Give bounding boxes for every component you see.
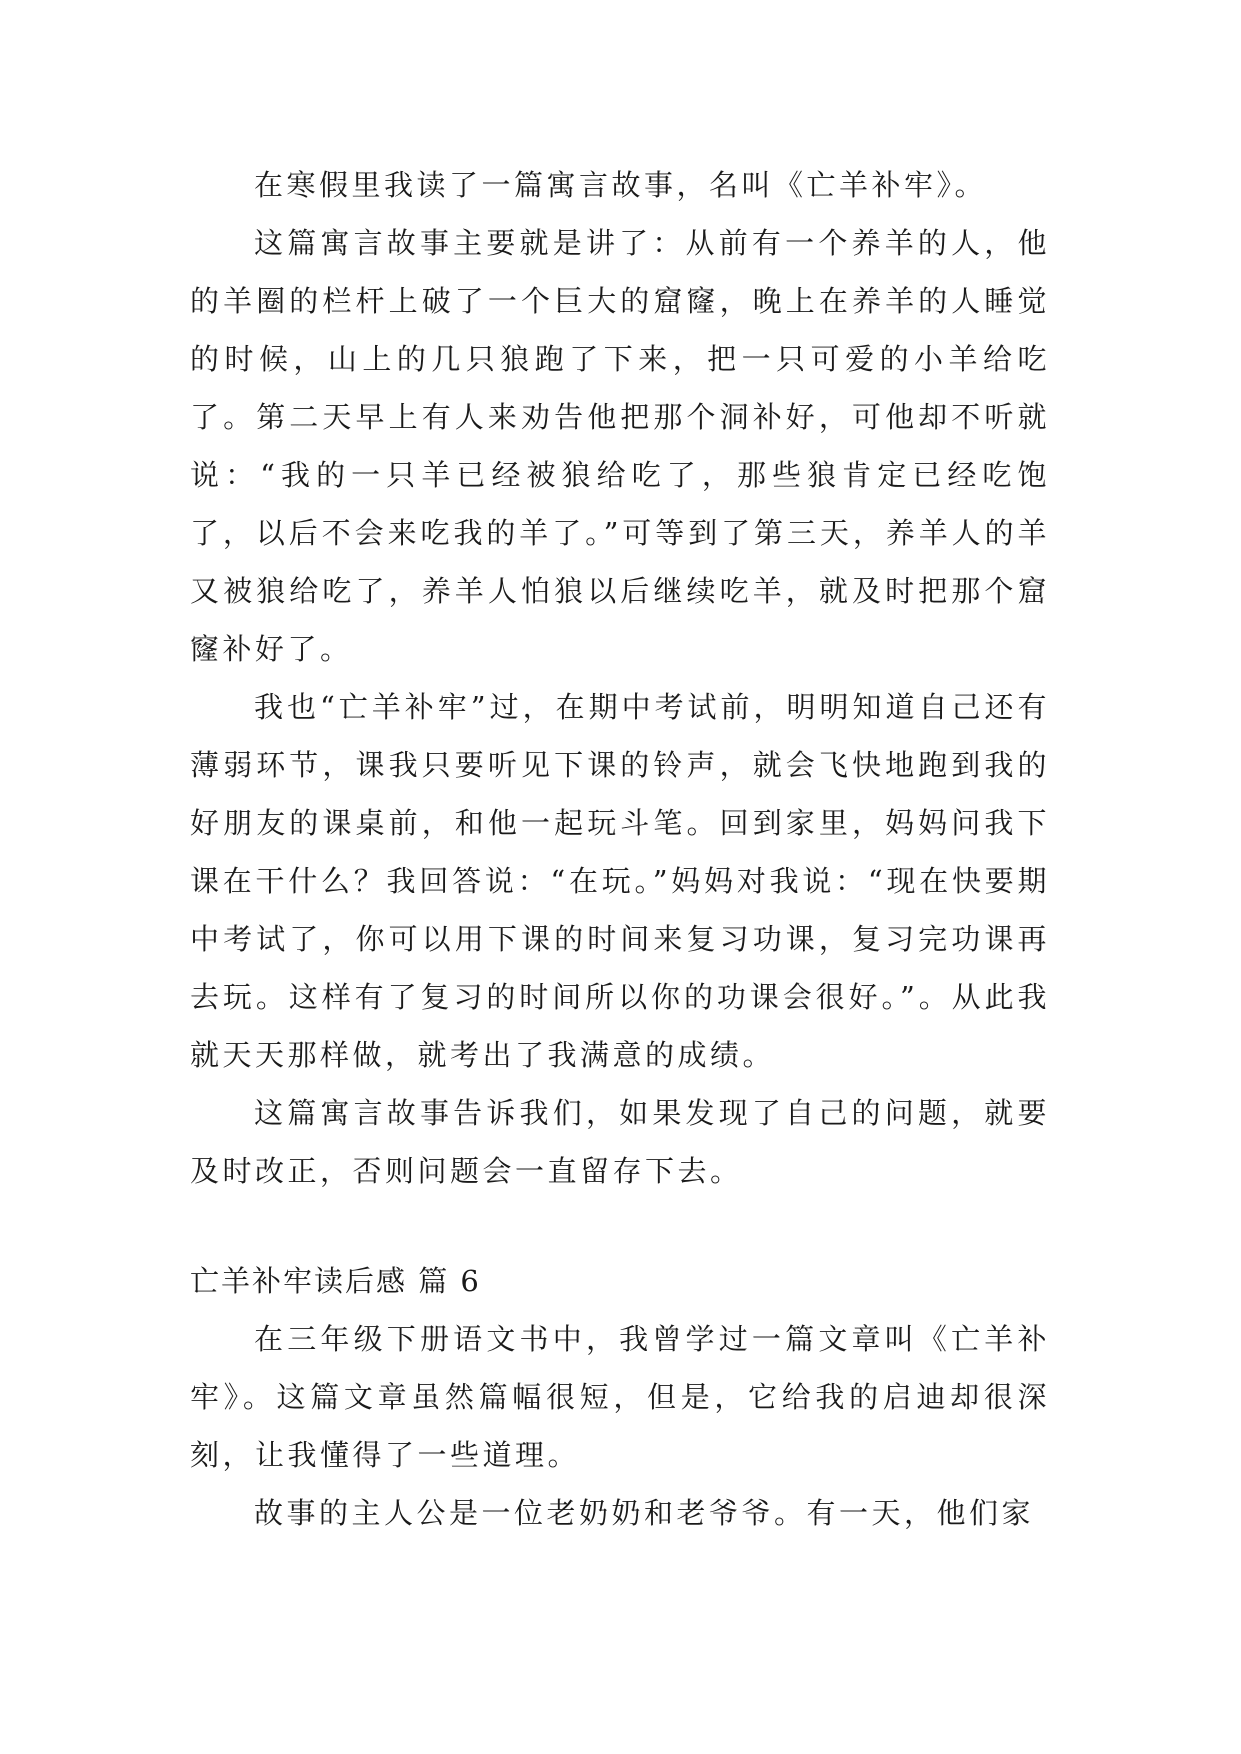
paragraph: 这篇寓言故事主要就是讲了：从前有一个养羊的人，他的羊圈的栏杆上破了一个巨大的窟窿，晚上在养羊的人睡觉的时候，山上的几只狼跑了下来，把一只可爱的小羊给吃了。第二天早上有人来劝告他把那个洞补好，可他却不听就说：“我的一只羊已经被狼给吃了，那些狼肯定已经吃饱了，以后不会来吃我的羊了。”可等到了第三天，养羊人的羊又被狼给吃了，养羊人怕狼以后继续吃羊，就及时把那个窟窿补好了。	[190, 226, 1050, 666]
document-body	[190, 156, 1050, 1542]
paragraph: 我也“亡羊补牢”过，在期中考试前，明明知道自己还有薄弱环节，课我只要听见下课的铃声，就会飞快地跑到我的好朋友的课桌前，和他一起玩斗笔。回到家里，妈妈问我下课在干什么？我回答说：“在玩。”妈妈对我说：“现在快要期中考试了，你可以用下课的时间来复习功课，复习完功课再去玩。这样有了复习的时间所以你的功课会很好。”。从此我就天天那样做，就考出了我满意的成绩。	[190, 690, 1050, 1072]
paragraph: 在寒假里我读了一篇寓言故事，名叫《亡羊补牢》。	[254, 168, 988, 202]
paragraph: 这篇寓言故事告诉我们，如果发现了自己的问题，就要及时改正，否则问题会一直留存下去。	[190, 1096, 1050, 1188]
paragraph: 故事的主人公是一位老奶奶和老爷爷。有一天，他们家	[254, 1496, 1035, 1530]
paragraph: 在三年级下册语文书中，我曾学过一篇文章叫《亡羊补牢》。这篇文章虽然篇幅很短，但是，它给我的启迪却很深刻，让我懂得了一些道理。	[190, 1322, 1050, 1472]
section-heading: 亡羊补牢读后感 篇 6	[190, 1264, 481, 1298]
